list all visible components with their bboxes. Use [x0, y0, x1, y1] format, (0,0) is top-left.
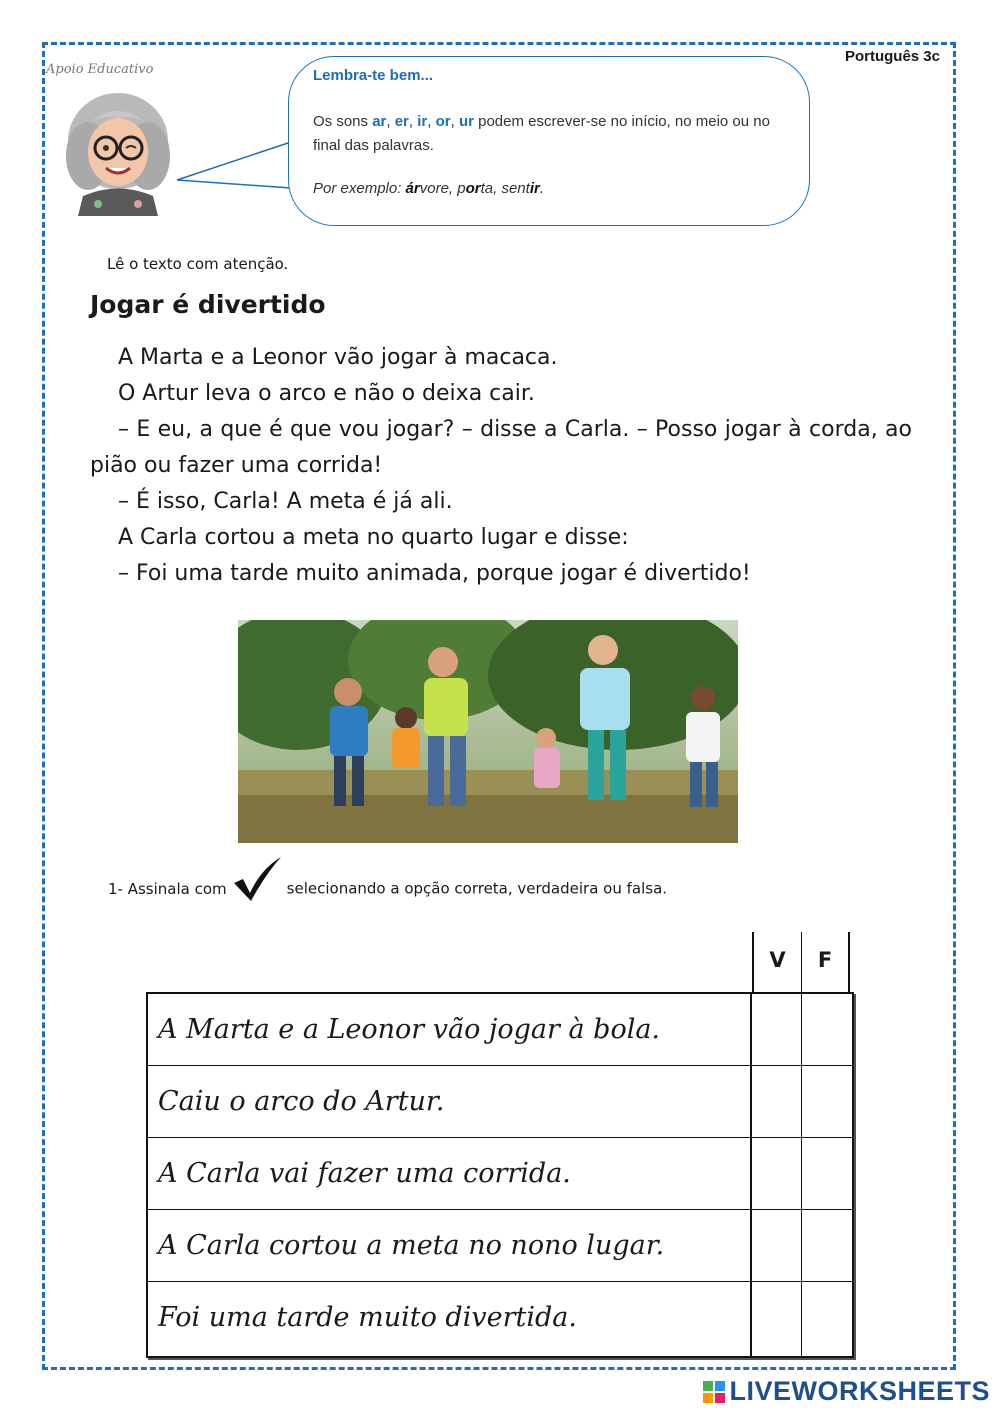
true-checkbox[interactable] [752, 994, 802, 1065]
reminder-example: Por exemplo: árvore, porta, sentir. [313, 180, 545, 197]
true-checkbox[interactable] [752, 1210, 802, 1281]
brand-label: Apoio Educativo [46, 62, 154, 77]
story-paragraph: – Foi uma tarde muito animada, porque jogar é divertido! [118, 561, 751, 586]
table-row [148, 1210, 852, 1282]
table-row [148, 994, 852, 1066]
story-paragraph: O Artur leva o arco e não o deixa cair. [118, 381, 535, 406]
false-checkbox[interactable] [802, 1066, 852, 1137]
reminder-bubble [288, 56, 810, 226]
story-paragraph: A Carla cortou a meta no quarto lugar e disse: [118, 525, 629, 550]
footer-brand: LIVEWORKSHEETS [729, 1376, 990, 1406]
story-paragraph: – E eu, a que é que vou jogar? – disse a Carla. – Posso jogar à corda, ao pião ou fazer uma corrida! [90, 417, 912, 478]
header-false: F [801, 932, 850, 992]
statement-text: Caiu o arco do Artur. [148, 1066, 752, 1137]
statement-text: A Carla vai fazer uma corrida. [148, 1138, 752, 1209]
false-checkbox[interactable] [802, 1210, 852, 1281]
teacher-avatar-icon [58, 86, 178, 216]
true-checkbox[interactable] [752, 1066, 802, 1137]
liveworksheets-icon [703, 1381, 725, 1403]
true-checkbox[interactable] [752, 1282, 802, 1356]
table-row [148, 1138, 852, 1210]
reading-instruction: Lê o texto com atenção. [107, 255, 289, 273]
story-paragraph: – É isso, Carla! A meta é já ali. [118, 489, 453, 514]
children-running-photo [238, 620, 738, 843]
bubble-tail [175, 140, 293, 190]
checkmark-icon [231, 855, 283, 903]
liveworksheets-logo[interactable] [703, 1376, 990, 1407]
statement-text: Foi uma tarde muito divertida. [148, 1282, 752, 1356]
reminder-text: Os sons ar, er, ir, or, ur podem escrever-se no início, no meio ou no final das palavras. [313, 113, 770, 154]
true-checkbox[interactable] [752, 1138, 802, 1209]
reminder-title: Lembra-te bem... [313, 67, 434, 84]
false-checkbox[interactable] [802, 994, 852, 1065]
true-false-table [146, 932, 854, 1358]
header-true: V [752, 932, 801, 992]
statement-text: A Marta e a Leonor vão jogar à bola. [148, 994, 752, 1065]
statement-text: A Carla cortou a meta no nono lugar. [148, 1210, 752, 1281]
table-row [148, 1282, 852, 1356]
false-checkbox[interactable] [802, 1138, 852, 1209]
story-paragraph: A Marta e a Leonor vão jogar à macaca. [118, 345, 558, 370]
table-row [148, 1066, 852, 1138]
story-title: Jogar é divertido [90, 290, 326, 319]
story-text [90, 340, 912, 592]
question-instruction: 1- Assinala com selecionando a opção correta, verdadeira ou falsa. [108, 875, 667, 903]
false-checkbox[interactable] [802, 1282, 852, 1356]
subject-label: Português 3c [844, 48, 940, 65]
